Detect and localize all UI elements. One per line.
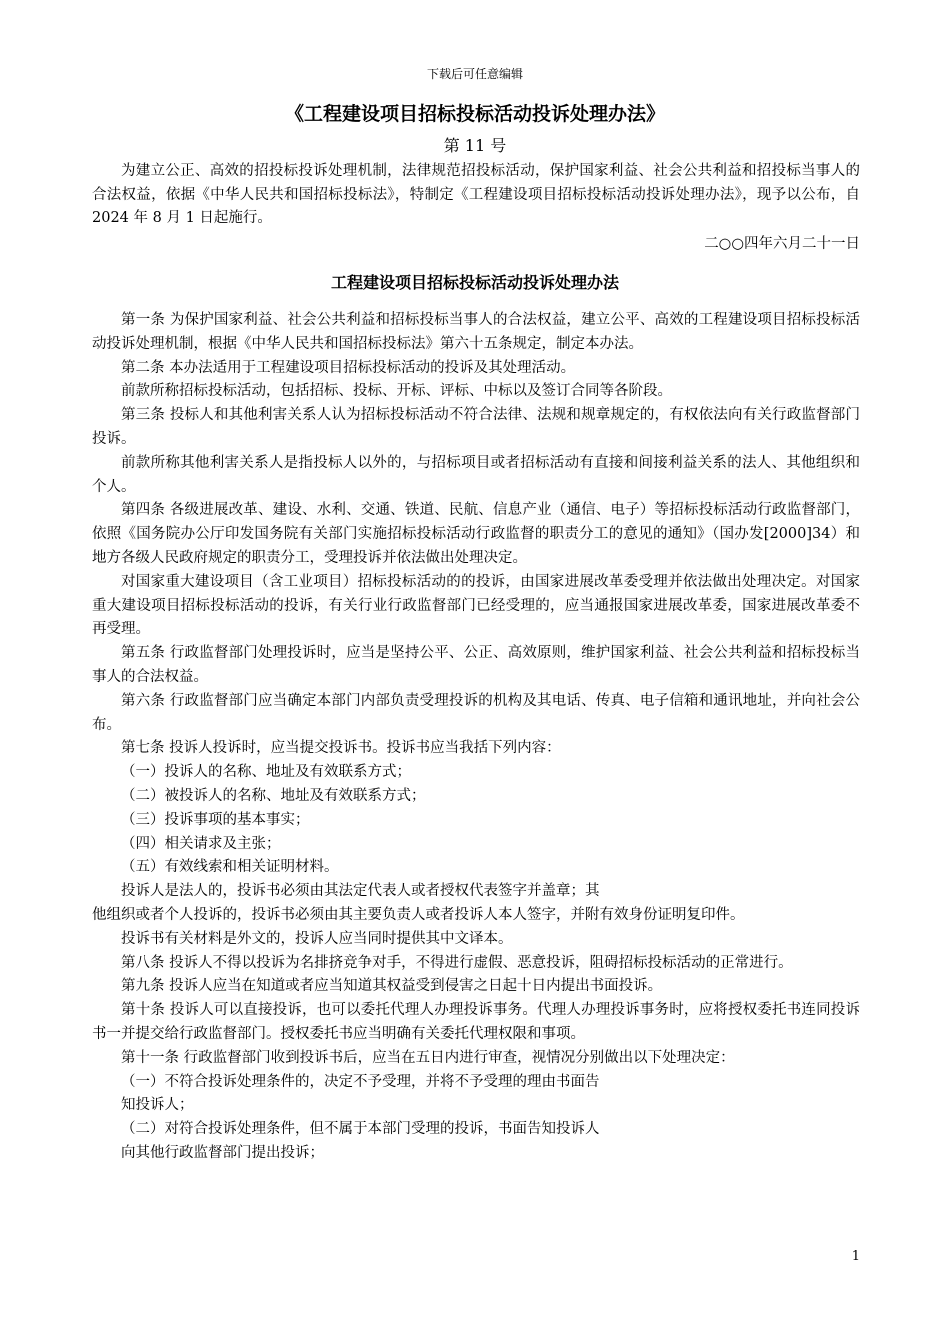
paragraph: 第十条 投诉人可以直接投诉，也可以委托代理人办理投诉事务。代理人办理投诉事务时，应将授权委托书连同投诉书一并提交给行政监督部门。授权委托书应当明确有关委托代理权限和事项。 bbox=[92, 1002, 860, 1042]
paragraph: 对国家重大建设项目（含工业项目）招标投标活动的的投诉，由国家进展改革委受理并依法做出处理决定。对国家重大建设项目招标投标活动的投诉，有关行业行政监督部门已经受理的，应当通报国家进展改革委，国家进展改革委不再受理。 bbox=[92, 573, 860, 638]
paragraph: 投诉书有关材料是外文的，投诉人应当同时提供其中文译本。 bbox=[121, 930, 513, 947]
paragraph: 第五条 行政监督部门处理投诉时，应当是坚持公平、公正、高效原则，维护国家利益、社会公共利益和招标投标当事人的合法权益。 bbox=[92, 645, 860, 685]
paragraph: 投诉人是法人的，投诉书必须由其法定代表人或者授权代表签字并盖章；其 bbox=[121, 883, 600, 900]
list-item: （五）有效线索和相关证明材料。 bbox=[121, 859, 339, 876]
paragraph: 第四条 各级进展改革、建设、水利、交通、铁道、民航、信息产业（通信、电子）等招标投标活动行政监督部门，依照《国务院办公厅印发国务院有关部门实施招标投标活动行政监督的职责分工的意见的通知》（国办发[2000]34）和地方各级人民政府规定的职责分工，受理投诉并依法做出处理决定。 bbox=[92, 502, 860, 566]
page-number: 1 bbox=[851, 1249, 860, 1264]
header-note: 下载后可任意编辑 bbox=[426, 67, 523, 81]
paragraph: 他组织或者个人投诉的，投诉书必须由其主要负责人或者投诉人本人签字，并附有效身份证明复印件。 bbox=[92, 906, 745, 923]
list-item: （三）投诉事项的基本事实； bbox=[121, 811, 310, 828]
paragraph: 第六条 行政监督部门应当确定本部门内部负责受理投诉的机构及其电话、传真、电子信箱和通讯地址，并向社会公布。 bbox=[92, 692, 860, 733]
paragraph: 第二条 本办法适用于工程建设项目招标投标活动的投诉及其处理活动。 bbox=[121, 359, 576, 376]
section-title: 工程建设项目招标投标活动投诉处理办法 bbox=[330, 273, 619, 292]
document-title: 《工程建设项目招标投标活动投诉处理办法》 bbox=[284, 103, 665, 125]
paragraph: 第七条 投诉人投诉时，应当提交投诉书。投诉书应当我括下列内容： bbox=[121, 740, 561, 757]
paragraph: 第三条 投标人和其他利害关系人认为招标投标活动不符合法律、法规和规章规定的，有权依法向有关行政监督部门投诉。 bbox=[92, 407, 860, 447]
decree-number: 第 11 号 bbox=[443, 136, 507, 155]
paragraph: 知投诉人； bbox=[121, 1097, 194, 1114]
intro-paragraph: 为建立公正、高效的招投标投诉处理机制，法律规范招投标活动，保护国家利益、社会公共利益和招投标当事人的合法权益，依据《中华人民共和国招标投标法》，特制定《工程建设项目招标投标活动投诉处理办法》，现予以公布，自 2024 年 8 月 1 日起施行。 bbox=[92, 163, 860, 226]
paragraph: 第十一条 行政监督部门收到投诉书后，应当在五日内进行审查，视情况分别做出以下处理决定： bbox=[121, 1049, 735, 1066]
body-text bbox=[92, 309, 860, 1166]
paragraph: 前款所称招标投标活动，包括招标、投标、开标、评标、中标以及签订合同等各阶段。 bbox=[121, 383, 672, 400]
list-item: （一）不符合投诉处理条件的，决定不予受理，并将不予受理的理由书面告 bbox=[121, 1073, 600, 1090]
list-item: （四）相关请求及主张； bbox=[121, 835, 281, 852]
issue-date: 二○○四年六月二十一日 bbox=[704, 236, 860, 252]
paragraph: 向其他行政监督部门提出投诉； bbox=[121, 1144, 324, 1161]
list-item: （二）对符合投诉处理条件，但不属于本部门受理的投诉，书面告知投诉人 bbox=[121, 1121, 600, 1138]
list-item: （二）被投诉人的名称、地址及有效联系方式； bbox=[121, 787, 426, 804]
paragraph: 前款所称其他利害关系人是指投标人以外的，与招标项目或者招标活动有直接和间接利益关系的法人、其他组织和个人。 bbox=[92, 454, 860, 495]
paragraph: 第一条 为保护国家利益、社会公共利益和招标投标当事人的合法权益，建立公平、高效的工程建设项目招标投标活动投诉处理机制，根据《中华人民共和国招标投标法》第六十五条规定，制定本办法。 bbox=[92, 312, 860, 352]
list-item: （一）投诉人的名称、地址及有效联系方式； bbox=[121, 764, 411, 781]
paragraph: 第八条 投诉人不得以投诉为名排挤竞争对手，不得进行虚假、恶意投诉，阻碍招标投标活动的正常进行。 bbox=[121, 954, 793, 971]
paragraph: 第九条 投诉人应当在知道或者应当知道其权益受到侵害之日起十日内提出书面投诉。 bbox=[121, 978, 663, 995]
